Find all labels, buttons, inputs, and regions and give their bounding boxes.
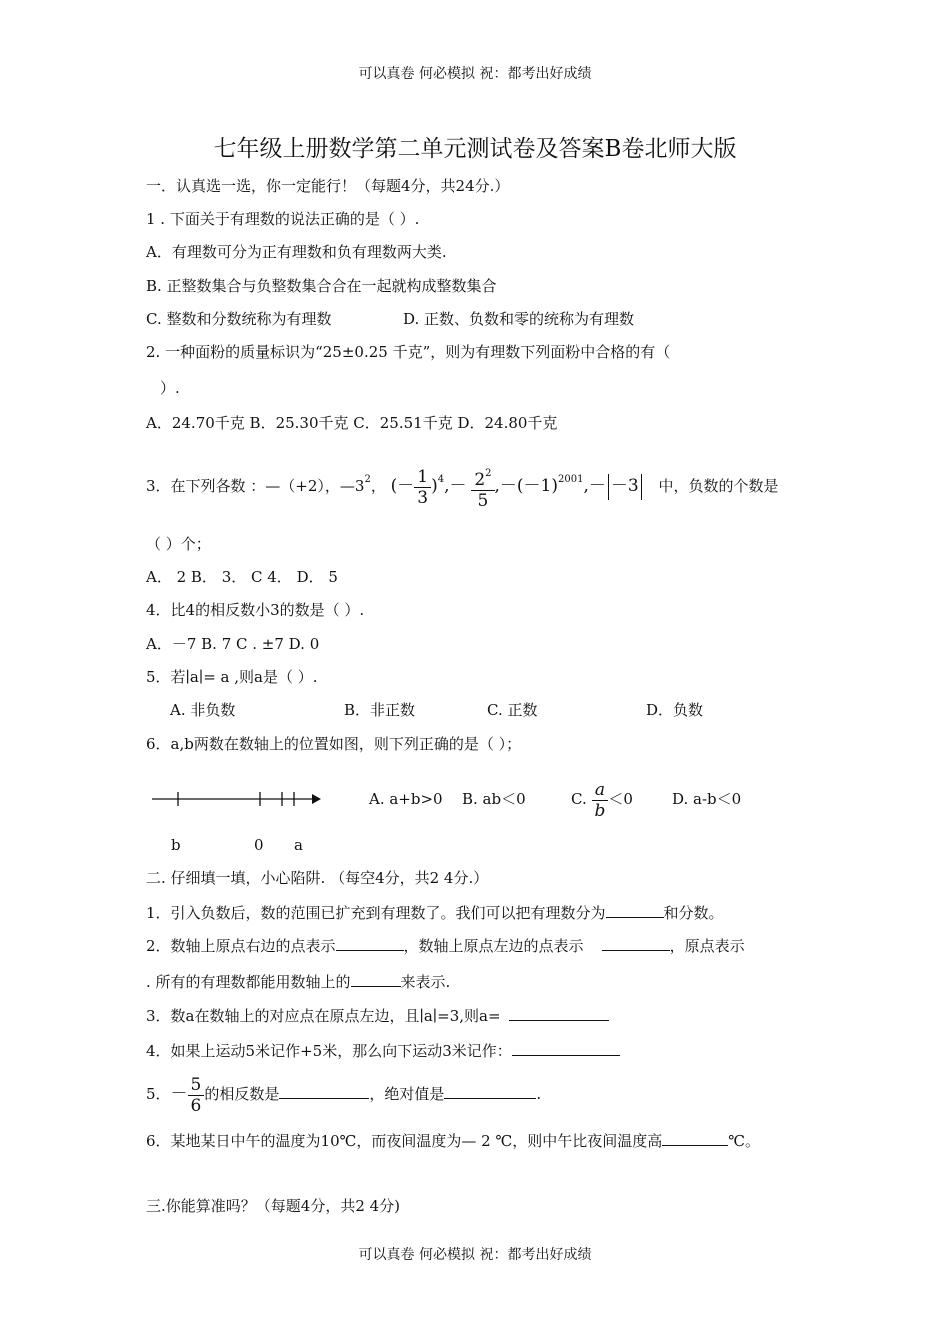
q3-sep-3: ,－ xyxy=(583,476,606,496)
q3-exp-4: 4 xyxy=(437,474,445,485)
s2-q1-blank xyxy=(606,901,664,918)
q3-frac1-denominator: 3 xyxy=(417,487,429,508)
s2-q5-fraction-5-6 xyxy=(188,1075,205,1116)
q3-frac2-exp: 2 xyxy=(485,467,492,479)
document-title: 七年级上册数学第二单元测试卷及答案B卷北师大版 xyxy=(213,136,737,162)
s2-q5-frac-numerator: 5 xyxy=(188,1075,205,1096)
q6-option-c-label: C. xyxy=(571,790,587,808)
q2-stem-cont: ）. xyxy=(160,379,180,397)
section1-heading: 一．认真选一选，你一定能行！（每题4分，共24分.） xyxy=(146,177,510,195)
q6-option-c xyxy=(571,777,633,821)
s2-q5 xyxy=(146,1071,541,1117)
section2-heading: 二. 仔细填一填，小心陷阱. （每空4分，共2 4分.） xyxy=(146,869,489,887)
q6-fraction-a-b xyxy=(592,780,609,821)
q3-options: A． 2 B． 3． C 4． D． 5 xyxy=(146,568,338,586)
q1-option-b: B. 正整数集合与负整数集合合在一起就构成整数集合 xyxy=(146,277,497,295)
s2-q2-line2-text: . 所有的有理数都能用数轴上的 xyxy=(146,973,351,991)
s2-q1-text: 1．引入负数后，数的范围已扩充到有理数了。我们可以把有理数分为 xyxy=(146,904,606,922)
q5-option-b: B．非正数 xyxy=(344,701,416,719)
q6-stem: 6．a,b两数在数轴上的位置如图，则下列正确的是（ ）； xyxy=(146,735,522,753)
s2-q4-blank xyxy=(512,1039,620,1056)
q6-frac-numerator: a xyxy=(592,780,608,801)
q6-option-c-relation: ＜0 xyxy=(608,790,633,808)
section3-heading: 三.你能算准吗？（每题4分，共2 4分) xyxy=(146,1197,401,1215)
s2-q3 xyxy=(146,1004,609,1026)
q3-prefix: 3．在下列各数 ：—（+2），—3 xyxy=(146,477,365,495)
s2-q5-text-end: . xyxy=(536,1085,542,1103)
q1-option-a: A．有理数可分为正有理数和负有理数两大类. xyxy=(146,243,447,261)
s2-q2-blank-2 xyxy=(602,934,670,951)
q6-frac-denominator: b xyxy=(594,800,606,821)
s2-q4 xyxy=(146,1039,620,1061)
q3-frac2-base: 2 xyxy=(474,469,486,490)
s2-q1 xyxy=(146,901,724,923)
abs-bar-right xyxy=(641,474,642,500)
q5-option-a: A. 非负数 xyxy=(170,701,236,719)
s2-q5-frac-denominator: 6 xyxy=(190,1095,202,1116)
q1-option-c: C. 整数和分数统称为有理数 xyxy=(146,310,332,328)
s2-q5-text-mid: ，绝对值是 xyxy=(369,1085,445,1103)
q3-fraction-2sq-5 xyxy=(471,464,494,511)
abs-bar-left xyxy=(608,474,609,500)
s2-q1-text-end: 和分数。 xyxy=(663,904,724,922)
s2-q2-text: 2．数轴上原点右边的点表示 xyxy=(146,937,336,955)
s2-q5-label: 5． xyxy=(146,1085,171,1103)
q5-option-d: D．负数 xyxy=(646,701,704,719)
s2-q5-sign: － xyxy=(170,1084,188,1104)
s2-q4-text: 4．如果上运动5米记作+5米，那么向下运动3米记作： xyxy=(146,1042,512,1060)
s2-q2-text-mid: ，数轴上原点左边的点表示 xyxy=(403,937,584,955)
page-header: 可以真卷 何必模拟 祝：都考出好成绩 xyxy=(358,66,592,82)
q3-exp-2001: 2001 xyxy=(558,474,584,485)
q3-answer-line: （ ）个； xyxy=(146,535,211,553)
q3-suffix: 中，负数的个数是 xyxy=(658,477,779,495)
s2-q6-text-end: ℃。 xyxy=(728,1132,761,1150)
q3-fraction-1-3 xyxy=(414,467,431,508)
s2-q2-blank-1 xyxy=(336,934,404,951)
q3-sep-1: ,－ xyxy=(444,476,467,496)
q6-option-d: D. a-b＜0 xyxy=(672,790,742,808)
label-a: a xyxy=(294,836,303,854)
s2-q6 xyxy=(146,1129,760,1151)
q5-stem: 5．若∣a∣= a ,则a是（ ）. xyxy=(146,668,318,686)
s2-q2-blank-3 xyxy=(351,970,401,987)
q3-frac2-denominator: 5 xyxy=(477,490,489,511)
number-line-arrow-icon xyxy=(312,794,321,804)
q2-options: A．24.70千克 B．25.30千克 C．25.51千克 D．24.80千克 xyxy=(146,414,558,432)
q3-sep-2: ,－(－1) xyxy=(494,476,558,496)
q6-option-b: B. ab＜0 xyxy=(462,790,526,808)
page-footer: 可以真卷 何必模拟 祝：都考出好成绩 xyxy=(358,1247,592,1263)
s2-q5-text: 的相反数是 xyxy=(204,1085,280,1103)
s2-q5-blank-2 xyxy=(444,1082,536,1099)
q3-stem xyxy=(146,457,778,511)
q4-options: A．－7 B. 7 C . ±7 D. 0 xyxy=(146,635,320,653)
q1-option-d: D. 正数、负数和零的统称为有理数 xyxy=(403,310,635,328)
q3-exp-2: 2 xyxy=(364,474,371,485)
s2-q2-text-end: ，原点表示 xyxy=(669,937,745,955)
s2-q3-blank xyxy=(509,1004,609,1021)
q4-stem: 4．比4的相反数小3的数是（ ）. xyxy=(146,601,365,619)
q1-stem: 1 . 下面关于有理数的说法正确的是（ ）. xyxy=(146,210,420,228)
number-line-figure xyxy=(148,788,324,810)
q5-option-c: C. 正数 xyxy=(487,701,538,719)
s2-q2-line2-text-end: 来表示. xyxy=(400,973,451,991)
label-0: 0 xyxy=(254,836,264,854)
s2-q6-text: 6．某地某日中午的温度为10℃，而夜间温度为— 2 ℃，则中午比夜间温度高 xyxy=(146,1132,663,1150)
s2-q2-line2 xyxy=(146,970,450,992)
s2-q2 xyxy=(146,934,745,956)
q2-stem: 2. 一种面粉的质量标识为“25±0.25 千克”，则为有理数下列面粉中合格的有（ xyxy=(146,343,671,361)
s2-q5-blank-1 xyxy=(279,1082,369,1099)
q3-abs-inner: －3 xyxy=(610,476,639,496)
s2-q3-text: 3．数a在数轴上的对应点在原点左边，且∣a∣=3,则a= xyxy=(146,1007,501,1025)
q3-comma: ， xyxy=(370,477,386,495)
q6-option-a: A. a+b>0 xyxy=(369,790,443,808)
q3-term-paren-open: (－ xyxy=(390,476,415,496)
q3-frac1-numerator: 1 xyxy=(414,467,431,488)
q3-frac2-numerator xyxy=(471,464,494,491)
q3-term-paren-close: ) xyxy=(431,476,438,496)
s2-q6-blank xyxy=(662,1129,728,1146)
label-b: b xyxy=(171,836,181,854)
